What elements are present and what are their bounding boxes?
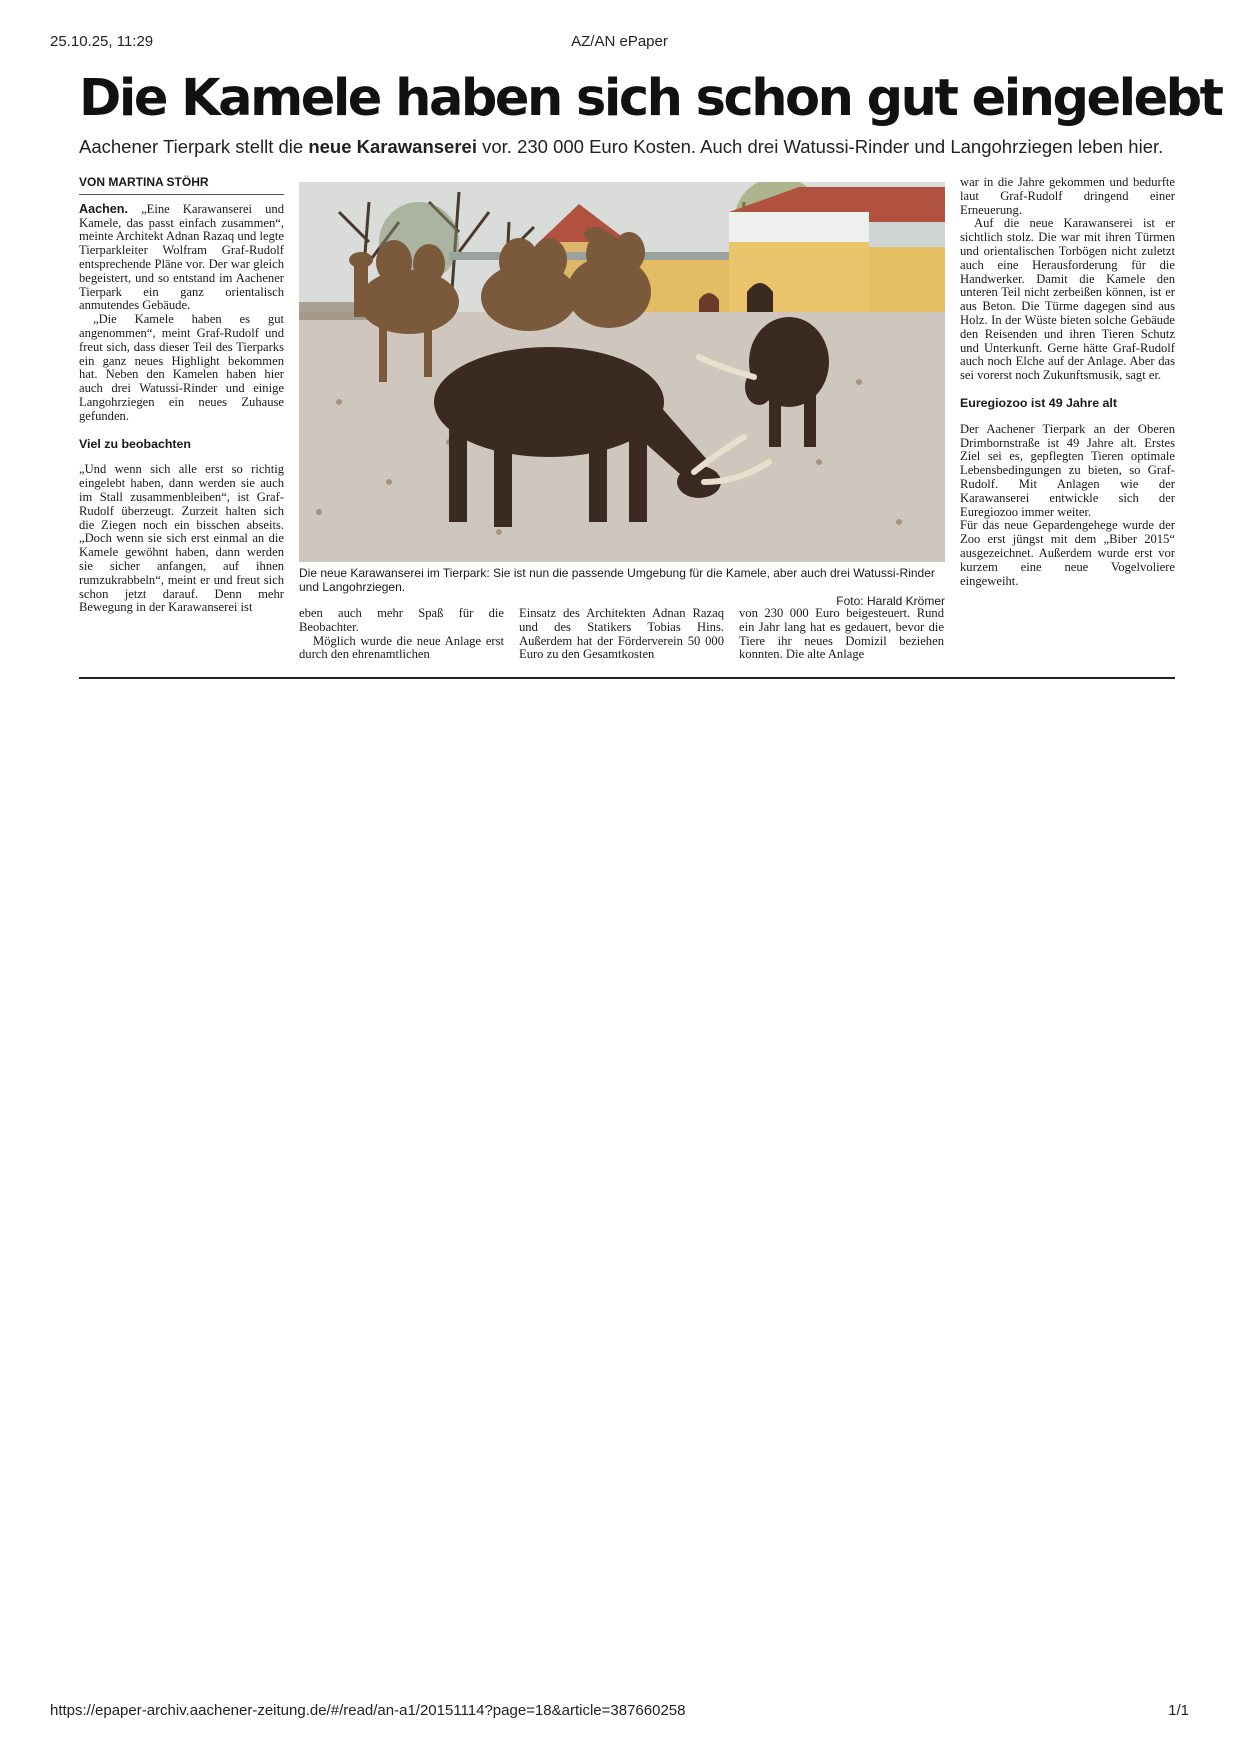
column-5 <box>960 176 1175 588</box>
photo-caption <box>299 566 945 608</box>
col5-paragraph-1: war in die Jahre gekommen und bedurfte laut Graf-Rudolf dringend einer Erneuerung. <box>960 175 1175 217</box>
paragraph-1 <box>79 203 284 313</box>
col5-paragraph-2: Auf die neue Karawanserei ist er sichtlich stolz. Die war mit ihren Türmen und orientalischen Torbögen nicht zuletzt auch eine Herausforderung für die Handwerker. Damit die Kamele den unteren Teil nicht zerbeißen können, ist er aus Beton. Die Türme dagegen sind aus Holz. In der Wüste bieten solche Gebäude den Reisenden und ihren Tieren Schutz und Unterkunft. Gerne hätte Graf-Rudolf auch noch Elche auf der Anlage. Aber das sei vorerst noch Zukunftsmusik, sagt er. <box>960 216 1175 383</box>
print-page-number: 1/1 <box>1168 1702 1189 1719</box>
lead-place: Aachen. <box>79 201 128 216</box>
paragraph-3: „Und wenn sich alle erst so richtig eingelebt haben, dann werden sie auch im Stall zusammenbleiben“, ist Graf-Rudolf überzeugt. Zurzeit halten sich die Ziegen noch ein bisschen abseits. „Doch wenn sie sich erst einmal an die Kamele gewöhnt haben, dann werden sie sicher anfangen, auf ihnen rumzukrabbeln“, meint er und freut sich schon jetzt darauf. Denn mehr Bewegung in der Karawanserei ist <box>79 462 284 615</box>
photo-credit: Foto: Harald Krömer <box>836 594 945 608</box>
bottom-rule <box>79 677 1175 679</box>
paragraph-2: „Die Kamele haben es gut angenommen“, meint Graf-Rudolf und freut sich, dass dieser Teil des Tierparks ein ganz neues Highlight bekommen hat. Neben den Kamelen haben hier auch drei Watussi-Rinder und einige Langohrziegen ein neues Zuhause gefunden. <box>79 312 284 423</box>
col5-paragraph-3: Der Aachener Tierpark an der Oberen Drimbornstraße ist 49 Jahre alt. Erstes Ziel sei es, gepflegten Tieren optimale Lebensbedingungen zu bieten, so Graf-Rudolf. Mit Anlagen wie der Karawanserei entwickle sich der Euregiozoo immer weiter. <box>960 421 1175 519</box>
column-2 <box>299 607 504 662</box>
column-4 <box>739 607 944 662</box>
caption-text: Die neue Karawanserei im Tierpark: Sie ist nun die passende Umgebung für die Kamele, aber auch drei Watussi-Rinder und Langohrziegen. <box>299 566 935 594</box>
col4-paragraph-1: von 230 000 Euro beigesteuert. Rund ein Jahr lang hat es gedauert, bevor die Tiere ihr neues Domizil beziehen konnten. Die alte Anlage <box>739 606 944 662</box>
col2-paragraph-1: eben auch mehr Spaß für die Beobachter. <box>299 606 504 634</box>
byline: VON MARTINA STÖHR <box>79 176 284 195</box>
headline: Die Kamele haben sich schon gut eingelebt <box>79 69 1222 128</box>
print-title: AZ/AN ePaper <box>571 33 668 50</box>
print-datetime: 25.10.25, 11:29 <box>50 33 154 50</box>
subline-part-2: vor. 230 000 Euro Kosten. Auch drei Watussi-Rinder und Langohrziegen leben hier. <box>476 135 1164 157</box>
col3-paragraph-1: Einsatz des Architekten Adnan Razaq und des Statikers Tobias Hins. Außerdem hat der Förderverein 50 000 Euro zu den Gesamtkosten <box>519 606 724 662</box>
column-1 <box>79 176 284 615</box>
photo-illustration <box>299 182 945 562</box>
column-3 <box>519 607 724 662</box>
col2-paragraph-2: Möglich wurde die neue Anlage erst durch den ehrenamtlichen <box>299 633 504 662</box>
subline-part-1: Aachener Tierpark stellt die <box>79 135 309 157</box>
subline-bold: neue Karawanserei <box>308 135 477 157</box>
subhead-viel-zu-beobachten: Viel zu beobachten <box>79 436 191 451</box>
article <box>79 69 1222 662</box>
subhead-euregiozoo: Euregiozoo ist 49 Jahre alt <box>960 395 1117 410</box>
subline <box>79 136 1175 158</box>
col5-paragraph-4: Für das neue Gepardengehege wurde der Zoo erst jüngst mit dem „Biber 2015“ ausgezeichnet. Außerdem wurde erst vor kurzem eine neue Vogelvoliere eingeweiht. <box>960 518 1175 588</box>
print-url: https://epaper-archiv.aachener-zeitung.de/#/read/an-a1/20151114?page=18&article=387660258 <box>50 1702 686 1719</box>
article-photo <box>299 182 945 562</box>
paragraph-1-text: „Eine Karawanserei und Kamele, das passt einfach zusammen“, meinte Architekt Adnan Razaq und legte Tierparkleiter Wolfram Graf-Rudolf entsprechende Pläne vor. Der war gleich begeistert, und so entstand im Aachener Tierpark ein ganz orientalisch anmutendes Gebäude. <box>79 201 284 313</box>
